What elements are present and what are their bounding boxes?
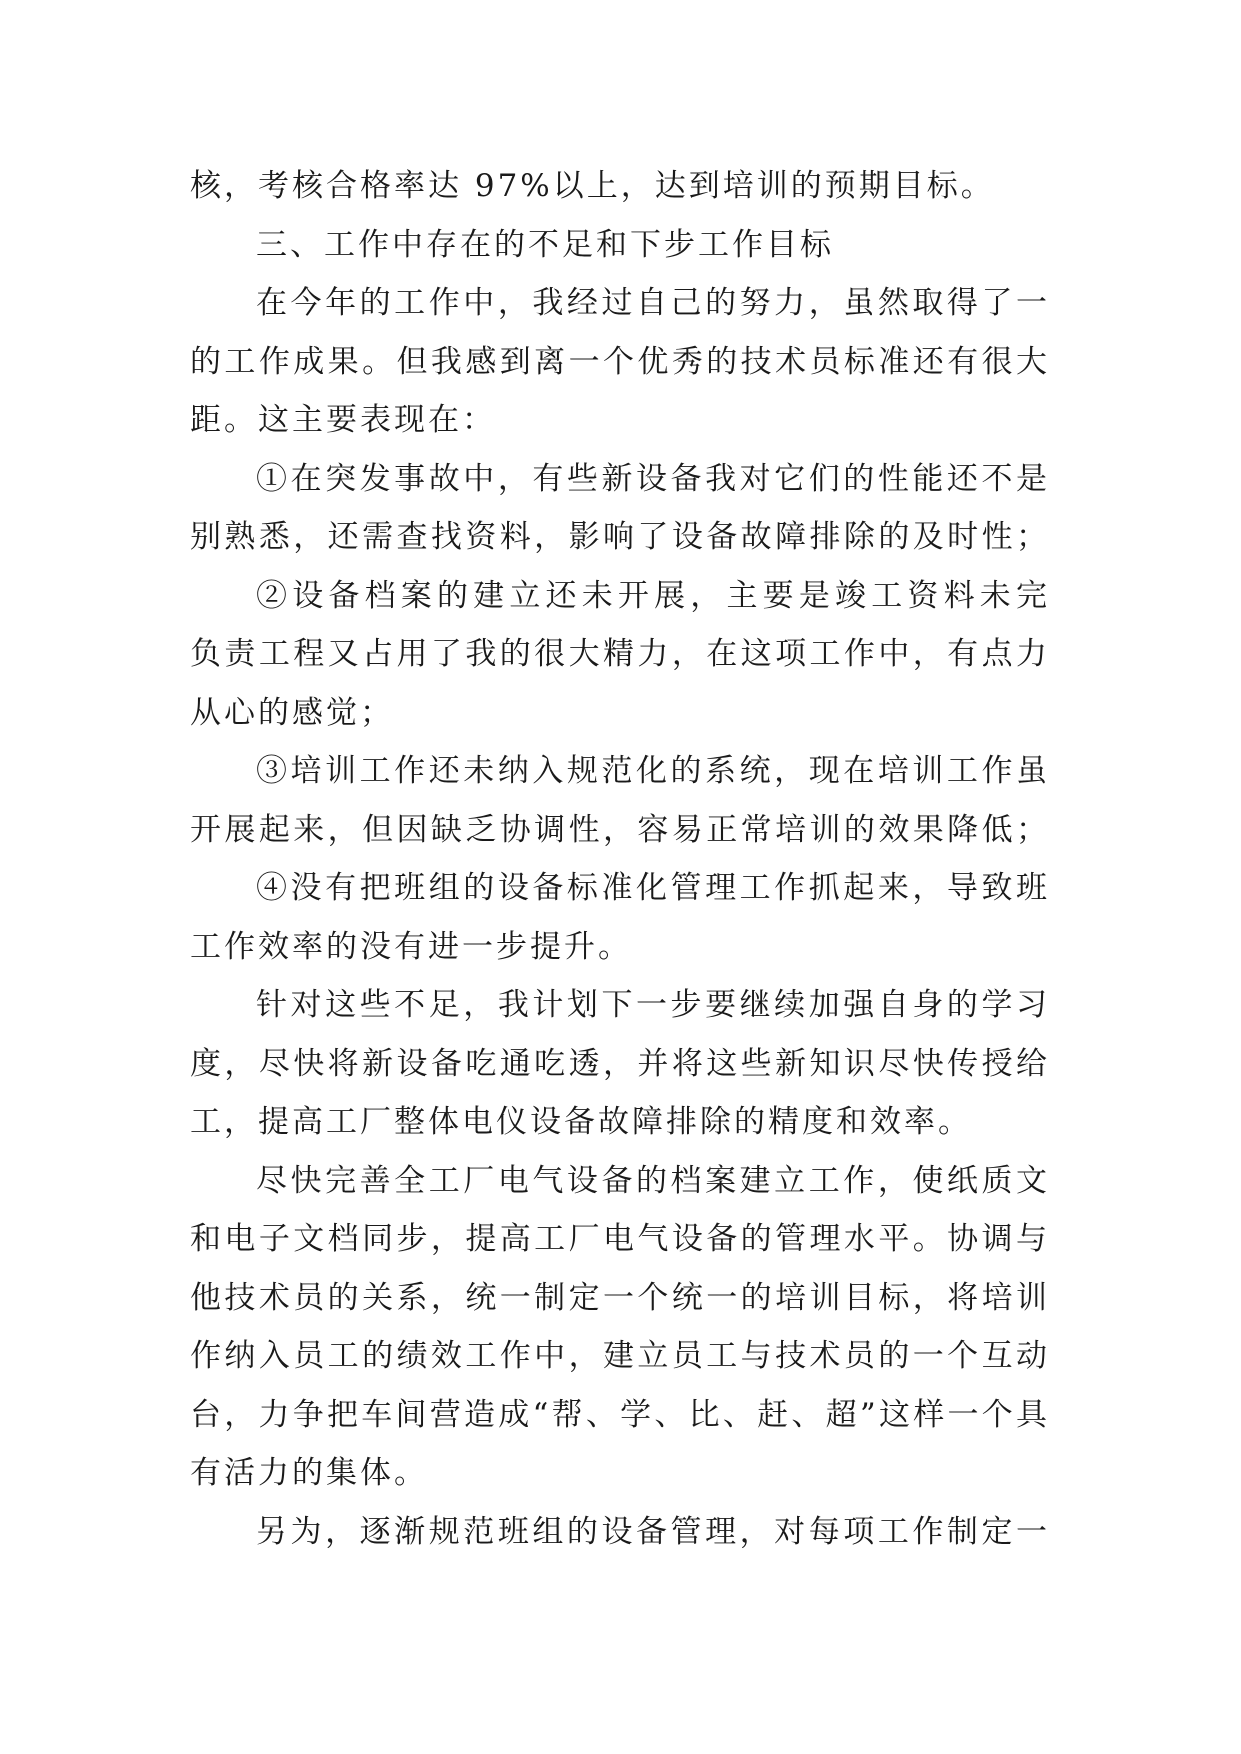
text-line: 尽快完善全工厂电气设备的档案建立工作，使纸质文 bbox=[256, 1162, 1050, 1199]
text-line: 距。这主要表现在： bbox=[190, 402, 496, 438]
text-line: 有活力的集体。 bbox=[190, 1455, 428, 1491]
text-line: 三、工作中存在的不足和下步工作目标 bbox=[256, 226, 834, 263]
text-line: 工作效率的没有进一步提升。 bbox=[190, 928, 632, 965]
text-line: 工，提高工厂整体电仪设备故障排除的精度和效率。 bbox=[190, 1104, 972, 1140]
text-line: 作纳入员工的绩效工作中，建立员工与技术员的一个互动 bbox=[190, 1338, 1050, 1374]
text-line: ①在突发事故中，有些新设备我对它们的性能还不是 bbox=[256, 460, 1050, 497]
document-body bbox=[190, 157, 1050, 1561]
text-line: 在今年的工作中，我经过自己的努力，虽然取得了一 bbox=[256, 285, 1050, 321]
text-line: 度，尽快将新设备吃通吃透，并将这些新知识尽快传授给 bbox=[190, 1045, 1050, 1082]
text-line: 另为，逐渐规范班组的设备管理，对每项工作制定一 bbox=[256, 1513, 1050, 1550]
text-line: 核，考核合格率达 97%以上，达到培训的预期目标。 bbox=[190, 168, 995, 204]
text-line: ②设备档案的建立还未开展，主要是竣工资料未完 bbox=[256, 577, 1050, 614]
text-line: 别熟悉，还需查找资料，影响了设备故障排除的及时性； bbox=[190, 519, 1050, 555]
text-line: 开展起来，但因缺乏协调性，容易正常培训的效果降低； bbox=[190, 811, 1050, 848]
text-line: 他技术员的关系，统一制定一个统一的培训目标，将培训 bbox=[190, 1279, 1050, 1316]
text-line: 和电子文档同步，提高工厂电气设备的管理水平。协调与 bbox=[190, 1221, 1050, 1257]
text-line: 从心的感觉； bbox=[190, 694, 394, 731]
text-line: 的工作成果。但我感到离一个优秀的技术员标准还有很大 bbox=[190, 343, 1050, 380]
text-line: 针对这些不足，我计划下一步要继续加强自身的学习 bbox=[256, 987, 1050, 1023]
text-line: ③培训工作还未纳入规范化的系统，现在培训工作虽 bbox=[256, 753, 1050, 789]
text-line: 台，力争把车间营造成“帮、学、比、赶、超”这样一个具 bbox=[190, 1396, 1050, 1433]
text-line: ④没有把班组的设备标准化管理工作抓起来，导致班 bbox=[256, 870, 1050, 906]
text-line: 负责工程又占用了我的很大精力，在这项工作中，有点力 bbox=[190, 636, 1050, 672]
